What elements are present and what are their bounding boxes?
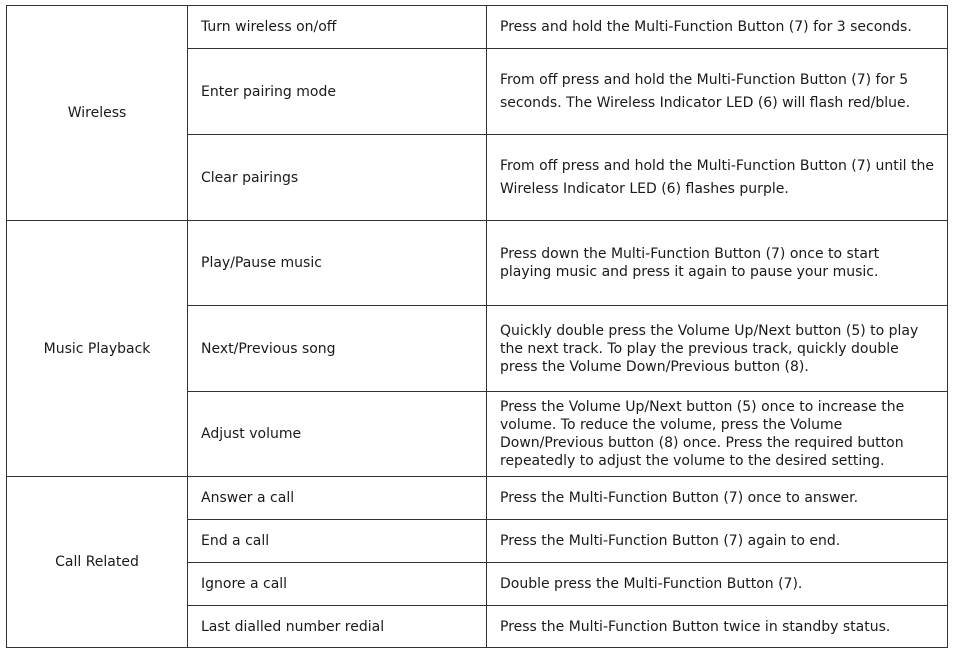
feature-cell: Ignore a call (188, 563, 487, 606)
feature-cell: Clear pairings (188, 135, 487, 221)
description-cell: Press the Multi-Function Button twice in standby status. (487, 606, 948, 648)
description-cell: Press the Multi-Function Button (7) again to end. (487, 520, 948, 563)
category-cell: Call Related (7, 477, 188, 648)
table-row (7, 477, 948, 520)
description-cell: From off press and hold the Multi-Function Button (7) until the Wireless Indicator LED (6) flashes purple. (487, 135, 948, 221)
description-cell: From off press and hold the Multi-Function Button (7) for 5 seconds. The Wireless Indicator LED (6) will flash red/blue. (487, 49, 948, 135)
description-cell: Press and hold the Multi-Function Button (7) for 3 seconds. (487, 6, 948, 49)
table-row (7, 221, 948, 306)
category-cell: Wireless (7, 6, 188, 221)
description-cell: Press the Multi-Function Button (7) once to answer. (487, 477, 948, 520)
feature-cell: Next/Previous song (188, 306, 487, 392)
feature-cell: Enter pairing mode (188, 49, 487, 135)
description-cell: Quickly double press the Volume Up/Next button (5) to play the next track. To play the previous track, quickly double press the Volume Down/Previous button (8). (487, 306, 948, 392)
feature-cell: Adjust volume (188, 392, 487, 477)
description-cell: Press the Volume Up/Next button (5) once to increase the volume. To reduce the volume, press the Volume Down/Previous button (8) once. Press the required button repeatedly to adjust the volume to the desired setting. (487, 392, 948, 477)
table-row (7, 6, 948, 49)
category-cell: Music Playback (7, 221, 188, 477)
feature-cell: End a call (188, 520, 487, 563)
feature-cell: Last dialled number redial (188, 606, 487, 648)
description-cell: Double press the Multi-Function Button (7). (487, 563, 948, 606)
feature-cell: Play/Pause music (188, 221, 487, 306)
feature-cell: Answer a call (188, 477, 487, 520)
controls-table (6, 5, 948, 648)
feature-cell: Turn wireless on/off (188, 6, 487, 49)
description-cell: Press down the Multi-Function Button (7) once to start playing music and press it again to pause your music. (487, 221, 948, 306)
